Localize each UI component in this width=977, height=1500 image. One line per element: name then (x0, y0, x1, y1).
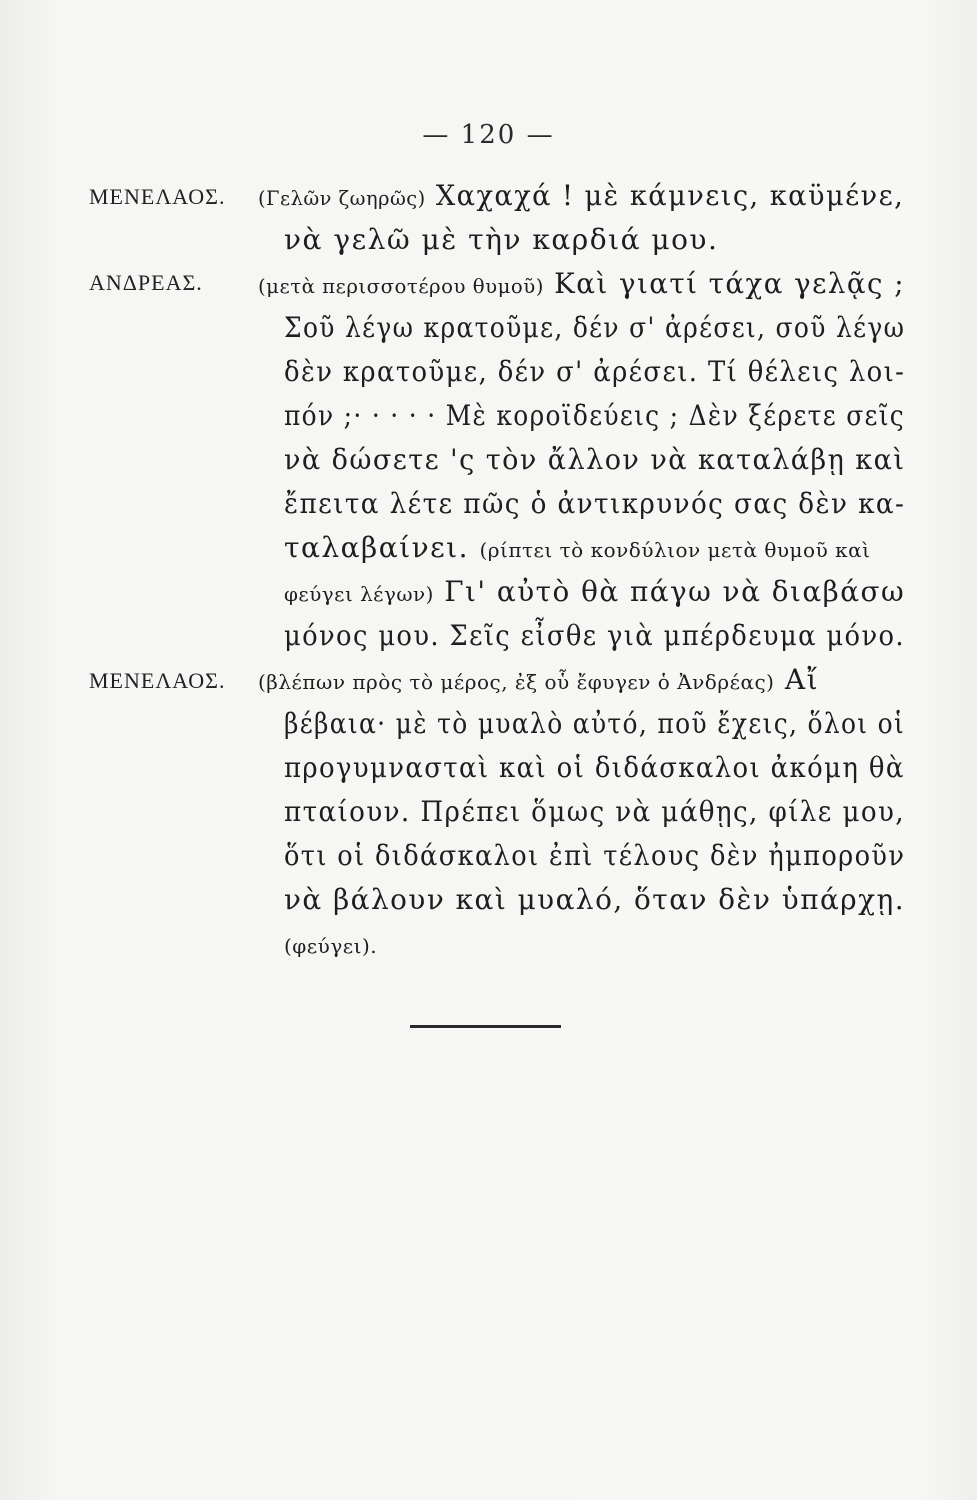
line-text: προγυμνασταὶ καὶ οἱ διδάσκαλοι ἀκόμη θὰ (284, 751, 905, 784)
line-text: νὰ δώσετε 'ς τὸν ἄλλον νὰ καταλάβῃ καὶ (284, 443, 906, 476)
dialogue-line (284, 306, 905, 350)
line-text: νὰ βάλουν καὶ μυαλό, ὅταν δὲν ὑπάρχῃ. (284, 883, 906, 916)
line-text: Σοῦ λέγω κρατοῦμε, δέν σ' ἀρέσει, σοῦ λέγω (284, 311, 906, 344)
line-text: νὰ γελῶ μὲ τὴν καρδιά μου. (284, 223, 719, 256)
page-number: — 120 — (422, 120, 555, 150)
line-text: ὅτι οἱ διδάσκαλοι ἐπὶ τέλους δὲν ἠμποροῦν (284, 839, 906, 872)
stage-direction: (ρίπτει τὸ κονδύλιον μετὰ θυμοῦ καὶ (479, 538, 871, 562)
speaker-name: ΜΕΝΕΛΑΟΣ. (89, 668, 226, 693)
dialogue-line (284, 614, 905, 658)
line-text: δὲν κρατοῦμε, δέν σ' ἀρέσει. Τί θέλεις λοι- (284, 355, 906, 388)
dialogue-line (284, 482, 905, 526)
line-text: Καὶ γιατί τάχα γελᾷς ; (543, 267, 905, 300)
speaker-name: ΜΕΝΕΛΑΟΣ. (89, 184, 226, 209)
dialogue-line (258, 262, 905, 308)
stage-direction: (Γελῶν ζωηρῶς) (258, 186, 426, 210)
dialogue-line (284, 350, 905, 394)
line-text: ταλαβαίνει. (284, 531, 480, 564)
stage-direction: φεύγει λέγων) (284, 582, 434, 606)
stage-direction: (φεύγει). (284, 934, 378, 958)
stage-direction: (μετὰ περισσοτέρου θυμοῦ) (258, 274, 544, 298)
line-text: πταίουν. Πρέπει ὅμως νὰ μάθῃς, φίλε μου, (284, 795, 906, 828)
line-text: Αἴ (774, 663, 820, 696)
dialogue-line (284, 570, 905, 616)
dialogue-line (284, 438, 905, 482)
dialogue-line (284, 834, 905, 878)
line-text: Γι' αὐτὸ θὰ πάγω νὰ διαβάσω (433, 575, 906, 608)
line-text: βέβαια· μὲ τὸ μυαλὸ αὐτό, ποῦ ἔχεις, ὅλοι οἱ (284, 707, 906, 740)
dialogue-line (284, 218, 718, 262)
dialogue-line (284, 746, 905, 790)
dialogue-line (258, 658, 819, 704)
speaker-name: ΑΝΔΡΕΑΣ. (89, 270, 203, 295)
line-text: μόνος μου. Σεῖς εἶσθε γιὰ μπέρδευμα μόνο. (284, 619, 905, 652)
dialogue-line (284, 526, 870, 572)
dialogue-line (284, 790, 905, 834)
dialogue-line (284, 394, 905, 438)
section-divider-rule (410, 1025, 561, 1028)
line-text: Χαχαχά ! μὲ κάμνεις, καϋμένε, (425, 179, 905, 212)
line-text: πόν ;· · · · · Μὲ κοροϊδεύεις ; Δὲν ξέρετε σεῖς (284, 399, 906, 432)
line-text: ἔπειτα λέτε πῶς ὁ ἀντικρυνός σας δὲν κα- (284, 487, 906, 520)
dialogue-line (258, 174, 904, 220)
dialogue-line (284, 922, 377, 968)
stage-direction: (βλέπων πρὸς τὸ μέρος, ἐξ οὗ ἔφυγεν ὁ Ἀνδρέας) (258, 670, 775, 694)
dialogue-line (284, 878, 905, 922)
dialogue-line (284, 702, 905, 746)
